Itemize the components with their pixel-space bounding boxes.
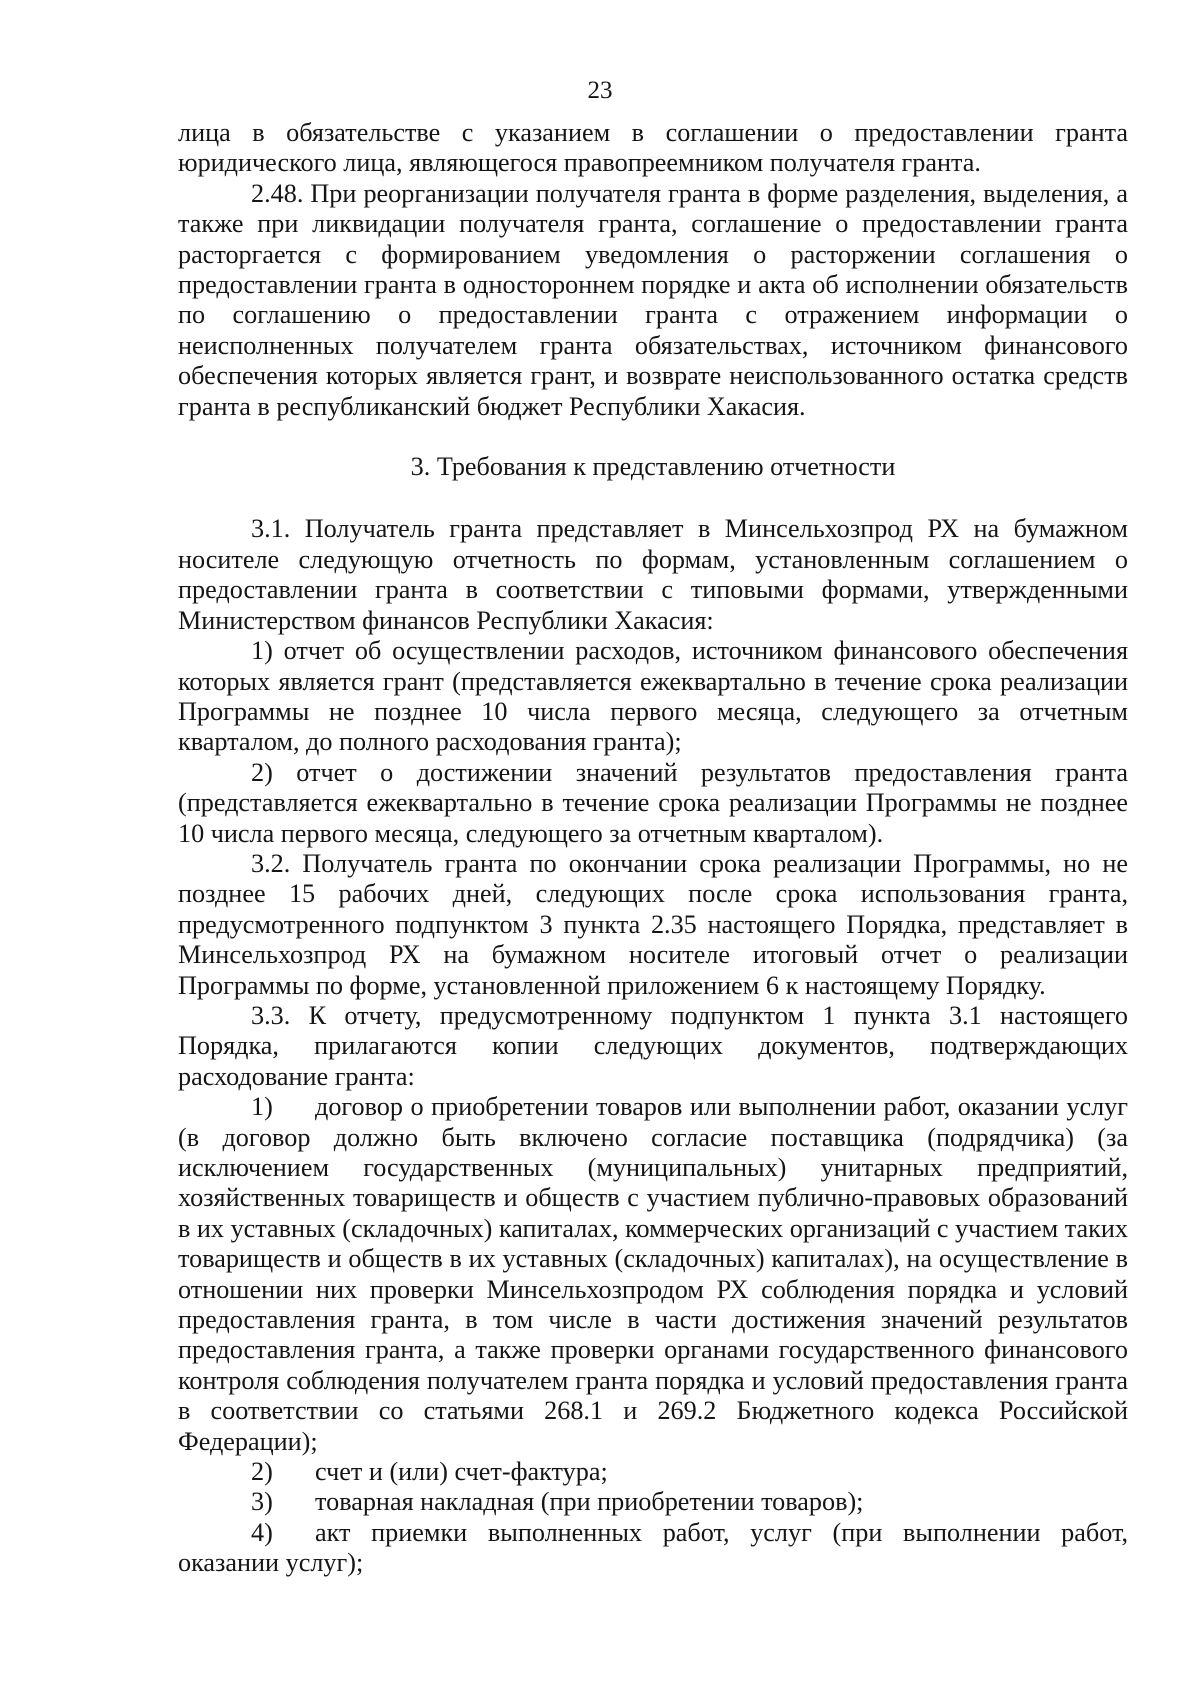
list-item (178, 1518, 1128, 1579)
paragraph-3-1-item-1: 1) отчет об осуществлении расходов, источником финансового обеспечения которых является грант (представляется ежеквартально в течение срока реализации Программы не позднее 10 числа первого месяца, следующего за отчетным кварталом, до полного расходования гранта); (178, 636, 1128, 757)
list-item-number: 4) (251, 1517, 273, 1547)
list-item-number: 3) (251, 1487, 273, 1517)
document-body (178, 118, 1128, 1579)
paragraph-3-1-item-2: 2) отчет о достижении значений результатов предоставления гранта (представляется ежеквартально в течение срока реализации Программы не позднее 10 числа первого месяца, следующего за отчетным кварталом). (178, 757, 1128, 848)
list-item-text: товарная накладная (при приобретении товаров); (315, 1487, 864, 1517)
paragraph-continuation: лица в обязательстве с указанием в соглашении о предоставлении гранта юридического лица, являющегося правопреемником получателя гранта. (178, 118, 1128, 178)
list-item-number: 2) (251, 1457, 273, 1487)
section-heading: 3. Требования к представлению отчетности (410, 452, 896, 482)
paragraph-3-3: 3.3. К отчету, предусмотренному подпунктом 1 пункта 3.1 настоящего Порядка, прилагаются копии следующих документов, подтверждающих расходование гранта: (178, 1000, 1128, 1091)
list-item (178, 1457, 1128, 1487)
list-item-text: акт приемки выполненных работ, услуг (при выполнении работ, оказании услуг); (178, 1517, 1128, 1578)
list-item-text: договор о приобретении товаров или выполнении работ, оказании услуг (в договор должно быть включено согласие поставщика (подрядчика) (за исключением государственных (муниципальных) унитарных предприятий, хозяйственных товариществ и обществ с участием публично-правовых образований в их уставных (складочных) капиталах, коммерческих организаций с участием таких товариществ и обществ в их уставных (складочных) капиталах), на осуществление в отношении них проверки Минсельхозпродом РХ соблюдения порядка и условий предоставления гранта, в том числе в части достижения значений результатов предоставления гранта, а также проверки органами государственного финансового контроля соблюдения получателем гранта порядка и условий предоставления гранта в соответствии со статьями 268.1 и 269.2 Бюджетного кодекса Российской Федерации); (178, 1092, 1128, 1456)
list-item (178, 1487, 1128, 1517)
list-item (178, 1092, 1128, 1457)
paragraph-3-2: 3.2. Получатель гранта по окончании срока реализации Программы, но не позднее 15 рабочих дней, следующих после срока использования гранта, предусмотренного подпунктом 3 пункта 2.35 настоящего Порядка, представляет в Минсельхозпрод РХ на бумажном носителе итоговый отчет о реализации Программы по форме, установленной приложением 6 к настоящему Порядку. (178, 848, 1128, 1000)
paragraph-3-1: 3.1. Получатель гранта представляет в Минсельхозпрод РХ на бумажном носителе следующую отчетность по формам, установленным соглашением о предоставлении гранта в соответствии с типовыми формами, утвержденными Министерством финансов Республики Хакасия: (178, 514, 1128, 635)
paragraph-2-48: 2.48. При реорганизации получателя гранта в форме разделения, выделения, а также при ликвидации получателя гранта, соглашение о предоставлении гранта расторгается с формированием уведомления о расторжении соглашения о предоставлении гранта в одностороннем порядке и акта об исполнении обязательств по соглашению о предоставлении гранта с отражением информации о неисполненных получателем гранта обязательствах, источником финансового обеспечения которых является грант, и возврате неиспользованного остатка средств гранта в республиканский бюджет Республики Хакасия. (178, 178, 1128, 421)
list-item-text: счет и (или) счет-фактура; (315, 1457, 608, 1487)
list-item-number: 1) (251, 1092, 273, 1122)
page-number: 23 (587, 77, 613, 104)
